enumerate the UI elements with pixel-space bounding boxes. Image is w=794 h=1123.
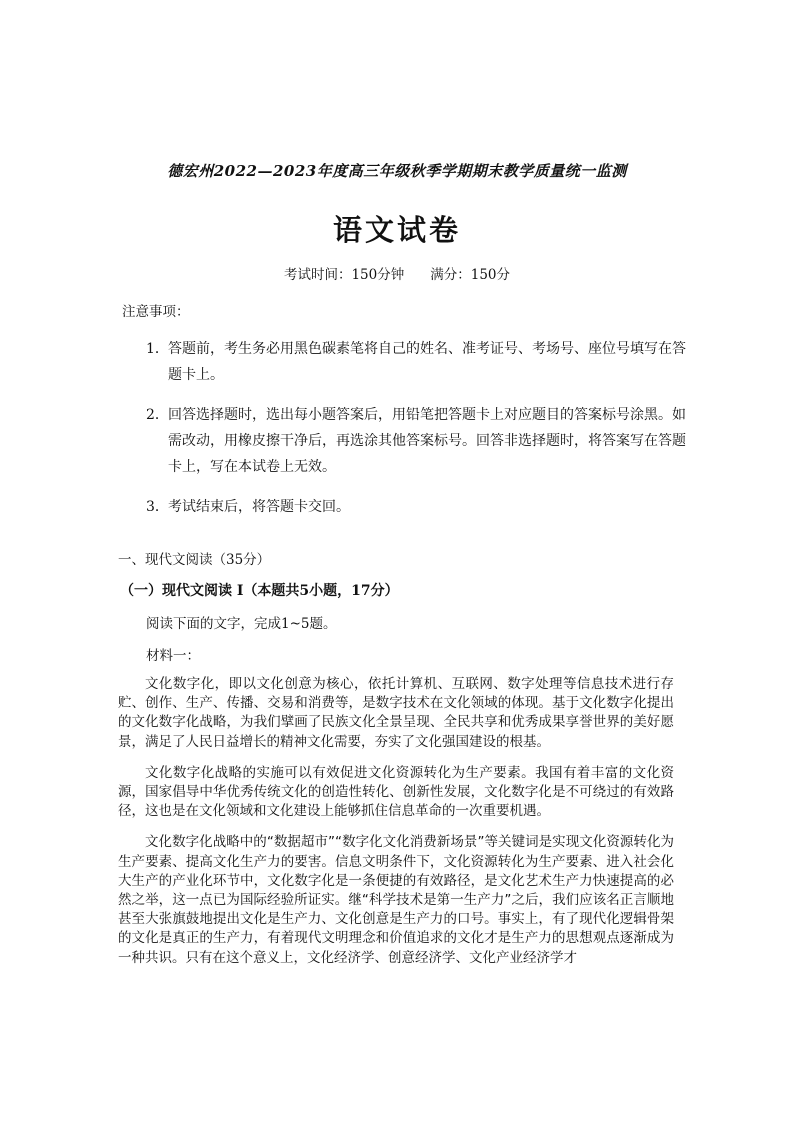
- notice-list: [146, 336, 686, 534]
- notice-item-text: 回答选择题时，选出每小题答案后，用铅笔把答题卡上对应题目的答案标号涂黑。如需改动，用橡皮擦干净后，再选涂其他答案标号。回答非选择题时，将答案写在答题卡上，写在本试卷上无效。: [168, 407, 686, 475]
- exam-time: 考试时间：150分钟: [283, 267, 405, 283]
- exam-full-score: 满分：150分: [430, 267, 511, 283]
- material-label: 材料一：: [146, 648, 200, 664]
- notice-item: [146, 402, 686, 480]
- notice-item: [146, 336, 686, 388]
- notice-item-number: 2．: [146, 407, 169, 423]
- passage-paragraph: 文化数字化战略的实施可以有效促进文化资源转化为生产要素。我国有着丰富的文化资源，国家倡导中华优秀传统文化的创造性转化、创新性发展，文化数字化是不可绕过的有效路径，这也是在文化领域和文化建设上能够抓住信息革命的一次重要机遇。: [118, 764, 674, 820]
- subsection-title: （一）现代文阅读 I（本题共5小题，17分）: [120, 583, 399, 599]
- notice-item-number: 3．: [146, 499, 169, 515]
- exam-header: 德宏州2022—2023年度高三年级秋季学期期末教学质量统一监测: [167, 162, 627, 180]
- notice-item-text: 考试结束后，将答题卡交回。: [168, 499, 350, 515]
- passage-paragraph: 文化数字化战略中的“数据超市”“数字化文化消费新场景”等关键词是实现文化资源转化为生产要素、提高文化生产力的要害。信息文明条件下，文化资源转化为生产要素、进入社会化大生产的产业化环节中，文化数字化是一条便捷的有效路径，是文化艺术生产力快速提高的必然之举，这一点已为国际经验所证实。继“科学技术是第一生产力”之后，我们应该名正言顺地甚至大张旗鼓地提出文化是生产力、文化创意是生产力的口号。事实上，有了现代化逻辑骨架的文化是真正的生产力，有着现代文明理念和价值追求的文化才是生产力的思想观点逐渐成为一种共识。只有在这个意义上，文化经济学、创意经济学、文化产业经济学才: [118, 834, 674, 966]
- passage-paragraph: 文化数字化，即以文化创意为核心，依托计算机、互联网、数字处理等信息技术进行存贮、创作、生产、传播、交易和消费等，是数字技术在文化领域的体现。基于文化数字化提出的文化数字化战略，为我们擘画了民族文化全景呈现、全民共享和优秀成果享誉世界的美好愿景，满足了人民日益增长的精神文化需要，夯实了文化强国建设的根基。: [118, 676, 674, 750]
- notice-label: 注意事项：: [122, 304, 190, 320]
- section-title: 一、现代文阅读（35分）: [118, 552, 271, 568]
- reading-passage: [118, 675, 674, 980]
- notice-item-number: 1．: [146, 341, 169, 357]
- page-title: 语文试卷: [332, 213, 461, 247]
- notice-item-text: 答题前，考生务必用黑色碳素笔将自己的姓名、准考证号、考场号、座位号填写在答题卡上。: [168, 341, 686, 383]
- exam-meta: [0, 263, 794, 283]
- reading-instruction: 阅读下面的文字，完成1~5题。: [146, 616, 337, 632]
- notice-item: [146, 494, 686, 520]
